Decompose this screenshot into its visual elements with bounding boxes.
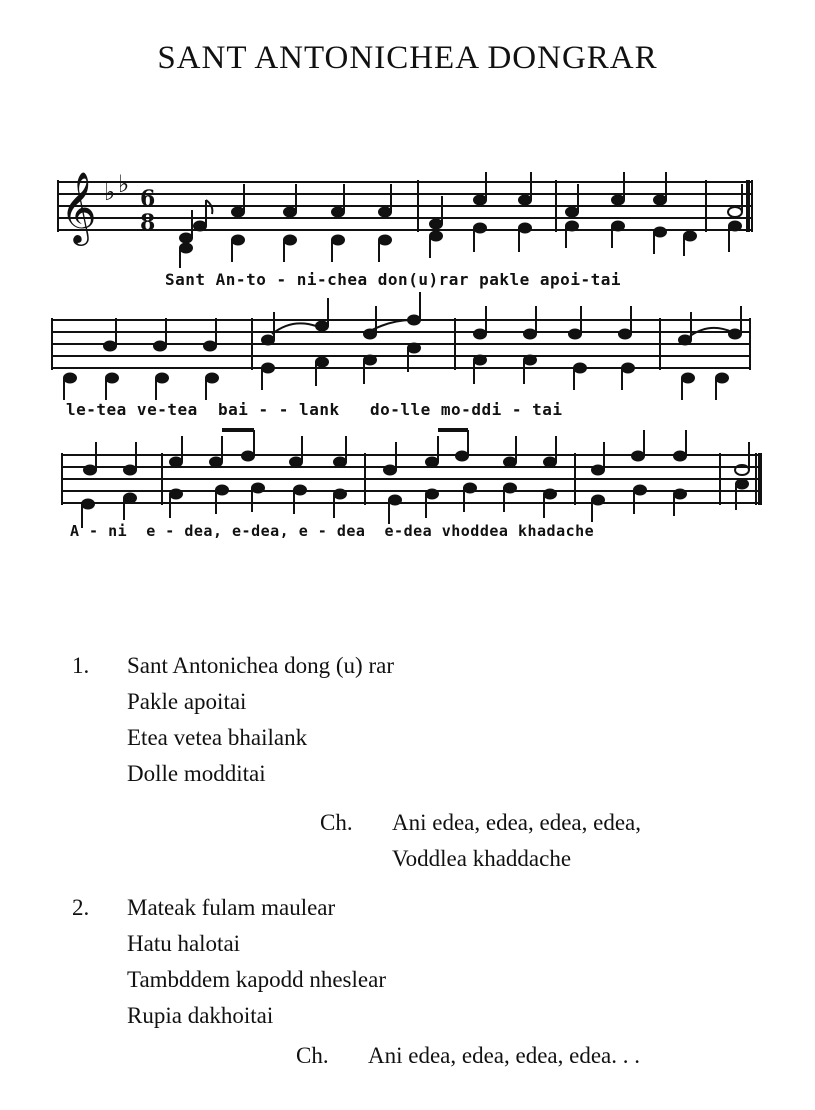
staff-3 <box>62 453 760 505</box>
song-title: SANT ANTONICHEA DONGRAR <box>157 40 658 76</box>
verse-number: 1. <box>72 653 90 678</box>
flat-icon: ♭ <box>104 178 116 206</box>
time-signature-bottom: 8 <box>140 210 156 236</box>
verse-line: Etea vetea bhailank <box>127 725 308 750</box>
chorus-label: Ch. <box>296 1043 329 1068</box>
chorus-1 <box>320 805 770 880</box>
chorus-line: Ani edea, edea, edea, edea, <box>392 810 642 835</box>
verse-2 <box>72 890 672 1040</box>
chorus-label: Ch. <box>320 810 353 835</box>
verse-line: Dolle modditai <box>127 761 266 786</box>
staff-3-lyrics: A - ni e - dea, e-dea, e - dea e-dea vhoddea khadache <box>70 522 595 540</box>
verse-line: Sant Antonichea dong (u) rar <box>127 653 394 678</box>
staff-1-lyrics: Sant An-to - ni-chea don(u)rar pakle apoi-tai <box>165 270 621 289</box>
staff-2-lyrics: le-tea ve-tea bai - - lank do-lle mo-ddi - tai <box>66 400 563 419</box>
verse-line: Mateak fulam maulear <box>127 895 336 920</box>
verse-line: Rupia dakhoitai <box>127 1003 274 1028</box>
time-signature-top: 6 <box>140 186 156 212</box>
verse-line: Hatu halotai <box>127 931 241 956</box>
verse-number: 2. <box>72 895 90 920</box>
notes-staff-1 <box>180 172 742 268</box>
notes-staff-2 <box>64 292 741 400</box>
staff-1 <box>58 180 752 232</box>
verse-1 <box>72 648 672 798</box>
verse-line: Pakle apoitai <box>127 689 247 714</box>
chorus-line: Ani edea, edea, edea, edea. . . <box>368 1043 641 1068</box>
chorus-2 <box>296 1038 776 1078</box>
chorus-line: Voddlea khaddache <box>392 846 572 871</box>
treble-clef-icon: 𝄞 <box>60 170 97 243</box>
flat-icon: ♭ <box>118 170 130 198</box>
verse-line: Tambddem kapodd nheslear <box>127 967 386 992</box>
